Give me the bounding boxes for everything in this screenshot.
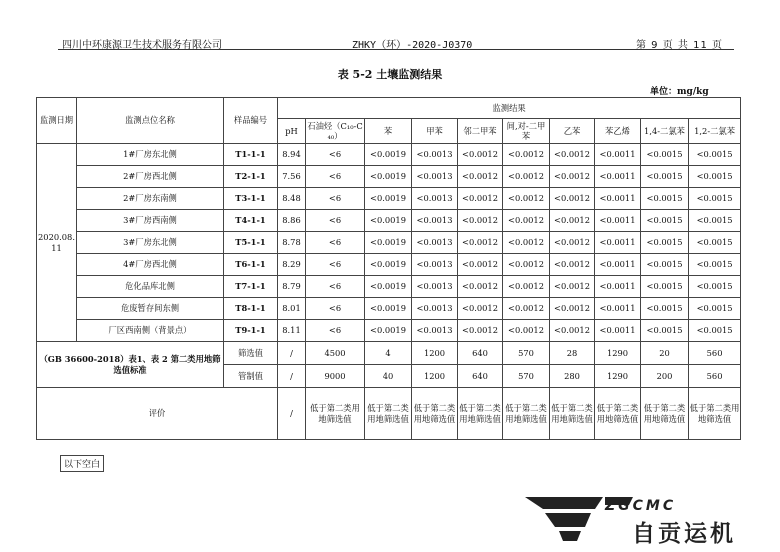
value-cell: <0.0012 (550, 166, 595, 188)
page-indicator: 第 9 页 共 11 页 (636, 40, 723, 51)
value-cell: <0.0015 (641, 144, 689, 166)
evaluation-value: 低于第二类用地筛选值 (595, 388, 641, 440)
value-cell: <0.0015 (689, 276, 741, 298)
value-cell: 8.01 (278, 298, 306, 320)
value-cell: <0.0015 (689, 188, 741, 210)
table-row (37, 166, 741, 188)
value-cell: <0.0012 (458, 232, 503, 254)
value-cell: <0.0012 (550, 276, 595, 298)
header-analyte: 石油烃（C₁₀-C₄₀） (306, 119, 365, 144)
value-cell: <0.0015 (641, 320, 689, 342)
value-cell: <0.0015 (641, 232, 689, 254)
table-row (37, 320, 741, 342)
value-cell: <0.0019 (365, 276, 412, 298)
value-cell: 7.56 (278, 166, 306, 188)
evaluation-value: 低于第二类用地筛选值 (458, 388, 503, 440)
control-value: 570 (503, 365, 550, 388)
evaluation-value: 低于第二类用地筛选值 (503, 388, 550, 440)
screening-value: 20 (641, 342, 689, 365)
sample-id-cell: T8-1-1 (224, 298, 278, 320)
sample-id-cell: T4-1-1 (224, 210, 278, 232)
point-cell: 3#厂房西南侧 (77, 210, 224, 232)
value-cell: <0.0012 (503, 320, 550, 342)
control-value: 40 (365, 365, 412, 388)
value-cell: <0.0015 (641, 276, 689, 298)
point-cell: 危化品库北侧 (77, 276, 224, 298)
value-cell: <0.0012 (458, 276, 503, 298)
value-cell: <0.0015 (641, 166, 689, 188)
value-cell: <0.0012 (458, 210, 503, 232)
value-cell: <0.0012 (458, 144, 503, 166)
report-number: ZHKY（环）-2020-J0370 (352, 40, 473, 51)
header-analyte: 1,4-二氯苯 (641, 119, 689, 144)
header-analyte: 苯 (365, 119, 412, 144)
value-cell: 8.94 (278, 144, 306, 166)
control-label: 管制值 (224, 365, 278, 388)
screening-row (37, 342, 741, 365)
standard-label: （GB 36600-2018）表1、表 2 第二类用地筛选值标准 (37, 342, 224, 388)
value-cell: <0.0013 (412, 276, 458, 298)
value-cell: <0.0011 (595, 254, 641, 276)
value-cell: <0.0013 (412, 298, 458, 320)
value-cell: <0.0011 (595, 144, 641, 166)
evaluation-row (37, 388, 741, 440)
value-cell: <0.0015 (689, 254, 741, 276)
evaluation-label: 评价 (37, 388, 278, 440)
value-cell: <6 (306, 276, 365, 298)
screening-value: / (278, 342, 306, 365)
evaluation-value: / (278, 388, 306, 440)
value-cell: <0.0012 (550, 320, 595, 342)
value-cell: <0.0012 (550, 210, 595, 232)
value-cell: 8.78 (278, 232, 306, 254)
value-cell: <0.0011 (595, 210, 641, 232)
value-cell: <0.0012 (503, 254, 550, 276)
table-row (37, 232, 741, 254)
table-row (37, 298, 741, 320)
table-row (37, 144, 741, 166)
value-cell: 8.11 (278, 320, 306, 342)
value-cell: <0.0015 (689, 144, 741, 166)
table-row (37, 254, 741, 276)
point-cell: 2#厂房西北侧 (77, 166, 224, 188)
evaluation-value: 低于第二类用地筛选值 (641, 388, 689, 440)
evaluation-value: 低于第二类用地筛选值 (550, 388, 595, 440)
value-cell: <0.0012 (458, 188, 503, 210)
value-cell: <6 (306, 166, 365, 188)
value-cell: <0.0015 (641, 298, 689, 320)
value-cell: 8.79 (278, 276, 306, 298)
value-cell: <0.0019 (365, 254, 412, 276)
evaluation-value: 低于第二类用地筛选值 (412, 388, 458, 440)
value-cell: <0.0012 (503, 232, 550, 254)
value-cell: 8.29 (278, 254, 306, 276)
header-analyte: 乙苯 (550, 119, 595, 144)
screening-value: 1290 (595, 342, 641, 365)
screening-value: 4 (365, 342, 412, 365)
value-cell: <0.0012 (550, 144, 595, 166)
value-cell: <6 (306, 320, 365, 342)
point-cell: 1#厂房东北侧 (77, 144, 224, 166)
header-analyte: 间,对-二甲苯 (503, 119, 550, 144)
control-value: 1200 (412, 365, 458, 388)
control-value: 640 (458, 365, 503, 388)
value-cell: <0.0015 (689, 320, 741, 342)
value-cell: <0.0012 (550, 232, 595, 254)
end-note: 以下空白 (60, 455, 104, 472)
value-cell: <0.0013 (412, 232, 458, 254)
header-point: 监测点位名称 (77, 98, 224, 144)
header-analyte: 邻二甲苯 (458, 119, 503, 144)
screening-value: 4500 (306, 342, 365, 365)
header-analyte: 1,2-二氯苯 (689, 119, 741, 144)
value-cell: <0.0011 (595, 276, 641, 298)
value-cell: <0.0012 (503, 298, 550, 320)
control-value: 560 (689, 365, 741, 388)
table-row (37, 210, 741, 232)
value-cell: <0.0012 (503, 276, 550, 298)
sample-id-cell: T9-1-1 (224, 320, 278, 342)
value-cell: <0.0013 (412, 320, 458, 342)
value-cell: <0.0012 (458, 166, 503, 188)
evaluation-value: 低于第二类用地筛选值 (365, 388, 412, 440)
value-cell: <0.0019 (365, 232, 412, 254)
value-cell: <0.0019 (365, 210, 412, 232)
point-cell: 危废暂存间东侧 (77, 298, 224, 320)
sample-id-cell: T7-1-1 (224, 276, 278, 298)
value-cell: <0.0011 (595, 188, 641, 210)
header-analyte: pH (278, 119, 306, 144)
value-cell: <0.0019 (365, 144, 412, 166)
sample-id-cell: T6-1-1 (224, 254, 278, 276)
value-cell: <0.0013 (412, 144, 458, 166)
value-cell: <6 (306, 188, 365, 210)
value-cell: <0.0015 (641, 188, 689, 210)
value-cell: <0.0012 (458, 320, 503, 342)
value-cell: <0.0015 (689, 210, 741, 232)
header-divider (58, 49, 734, 50)
screening-value: 1200 (412, 342, 458, 365)
value-cell: 8.86 (278, 210, 306, 232)
sample-id-cell: T5-1-1 (224, 232, 278, 254)
value-cell: <0.0015 (689, 232, 741, 254)
value-cell: <0.0015 (641, 210, 689, 232)
control-value: 200 (641, 365, 689, 388)
watermark-brand-en: ZGCMC (605, 498, 677, 514)
sample-id-cell: T3-1-1 (224, 188, 278, 210)
value-cell: <0.0013 (412, 254, 458, 276)
table-row (37, 276, 741, 298)
screening-value: 640 (458, 342, 503, 365)
value-cell: <0.0019 (365, 298, 412, 320)
value-cell: <0.0011 (595, 166, 641, 188)
evaluation-value: 低于第二类用地筛选值 (689, 388, 741, 440)
data-rows (37, 144, 741, 342)
value-cell: <0.0011 (595, 232, 641, 254)
screening-label: 筛选值 (224, 342, 278, 365)
value-cell: <6 (306, 298, 365, 320)
screening-value: 570 (503, 342, 550, 365)
date-cell: 2020.08.11 (37, 144, 77, 342)
point-cell: 3#厂房东北侧 (77, 232, 224, 254)
value-cell: <0.0013 (412, 166, 458, 188)
header-results: 监测结果 (278, 98, 741, 119)
value-cell: <0.0012 (550, 298, 595, 320)
header-sample: 样品编号 (224, 98, 278, 144)
control-value: 1290 (595, 365, 641, 388)
value-cell: <6 (306, 210, 365, 232)
value-cell: <0.0013 (412, 210, 458, 232)
company-name: 四川中环康源卫生技术服务有限公司 (62, 40, 222, 51)
header-date: 监测日期 (37, 98, 77, 144)
header-analyte: 苯乙烯 (595, 119, 641, 144)
value-cell: <0.0019 (365, 320, 412, 342)
value-cell: <0.0011 (595, 298, 641, 320)
point-cell: 2#厂房东南侧 (77, 188, 224, 210)
value-cell: <0.0012 (458, 298, 503, 320)
value-cell: 8.48 (278, 188, 306, 210)
evaluation-value: 低于第二类用地筛选值 (306, 388, 365, 440)
value-cell: <0.0019 (365, 188, 412, 210)
table-title: 表 5-2 土壤监测结果 (337, 68, 443, 81)
value-cell: <6 (306, 144, 365, 166)
value-cell: <0.0015 (689, 298, 741, 320)
point-cell: 4#厂房西北侧 (77, 254, 224, 276)
value-cell: <0.0015 (641, 254, 689, 276)
point-cell: 厂区西南侧（背景点） (77, 320, 224, 342)
value-cell: <0.0012 (503, 210, 550, 232)
soil-monitoring-table (36, 97, 741, 440)
control-value: / (278, 365, 306, 388)
sample-id-cell: T1-1-1 (224, 144, 278, 166)
table-row (37, 188, 741, 210)
value-cell: <0.0019 (365, 166, 412, 188)
unit-label: 单位：mg/kg (650, 87, 709, 97)
value-cell: <0.0012 (550, 188, 595, 210)
value-cell: <0.0011 (595, 320, 641, 342)
value-cell: <0.0015 (689, 166, 741, 188)
screening-value: 560 (689, 342, 741, 365)
screening-value: 28 (550, 342, 595, 365)
value-cell: <0.0012 (503, 188, 550, 210)
value-cell: <0.0012 (503, 166, 550, 188)
value-cell: <0.0012 (550, 254, 595, 276)
value-cell: <0.0013 (412, 188, 458, 210)
control-value: 280 (550, 365, 595, 388)
value-cell: <6 (306, 254, 365, 276)
sample-id-cell: T2-1-1 (224, 166, 278, 188)
value-cell: <6 (306, 232, 365, 254)
control-value: 9000 (306, 365, 365, 388)
value-cell: <0.0012 (458, 254, 503, 276)
watermark-brand-cn: 自贡运机 (632, 521, 736, 547)
value-cell: <0.0012 (503, 144, 550, 166)
header-analyte: 甲苯 (412, 119, 458, 144)
